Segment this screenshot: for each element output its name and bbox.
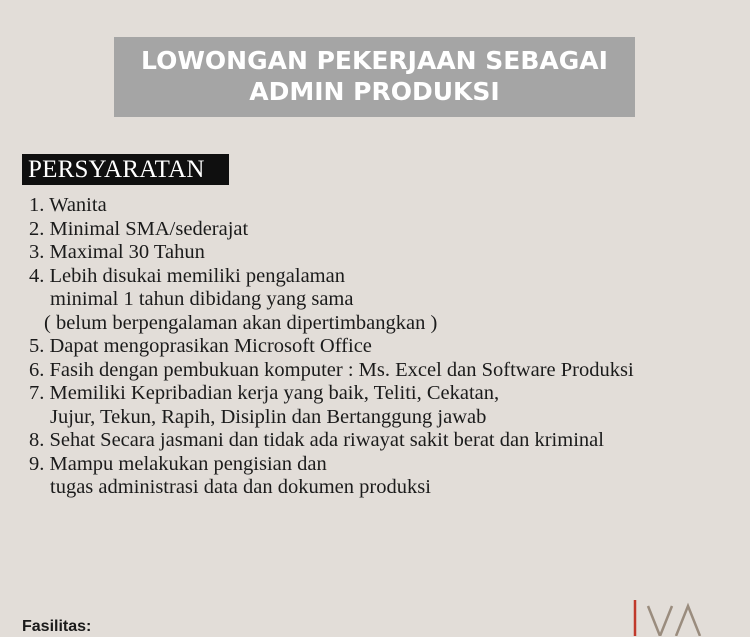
requirement-item-continued: minimal 1 tahun dibidang yang sama bbox=[50, 288, 354, 310]
requirements-list bbox=[29, 194, 634, 500]
company-logo bbox=[626, 596, 706, 636]
job-title-banner bbox=[114, 37, 635, 117]
facilities-heading: Fasilitas: bbox=[22, 618, 92, 635]
requirements-heading: PERSYARATAN bbox=[22, 154, 229, 185]
requirement-item: 5. Dapat mengoprasikan Microsoft Office bbox=[29, 335, 372, 357]
requirement-item-continued: tugas administrasi data dan dokumen produksi bbox=[50, 476, 431, 498]
requirement-item: 2. Minimal SMA/sederajat bbox=[29, 217, 249, 240]
job-title-line-2: ADMIN PRODUKSI bbox=[249, 77, 500, 106]
requirement-item: 1. Wanita bbox=[29, 194, 107, 216]
requirement-item: 6. Fasih dengan pembukuan komputer : Ms. Excel dan Software Produksi bbox=[29, 358, 634, 381]
job-title-line-1: LOWONGAN PEKERJAAN SEBAGAI bbox=[141, 46, 608, 75]
logo-letter-v bbox=[648, 606, 672, 636]
requirement-item-continued: Jujur, Tekun, Rapih, Disiplin dan Bertanggung jawab bbox=[50, 405, 487, 428]
logo-letter-a bbox=[676, 606, 700, 636]
requirement-item: 8. Sehat Secara jasmani dan tidak ada riwayat sakit berat dan kriminal bbox=[29, 429, 604, 451]
requirement-item: 4. Lebih disukai memiliki pengalaman bbox=[29, 264, 345, 287]
requirement-item: 3. Maximal 30 Tahun bbox=[29, 241, 205, 263]
requirement-item: 7. Memiliki Kepribadian kerja yang baik, Teliti, Cekatan, bbox=[29, 382, 500, 404]
requirement-item-note: ( belum berpengalaman akan dipertimbangkan ) bbox=[44, 311, 438, 334]
requirement-item: 9. Mampu melakukan pengisian dan bbox=[29, 452, 327, 475]
